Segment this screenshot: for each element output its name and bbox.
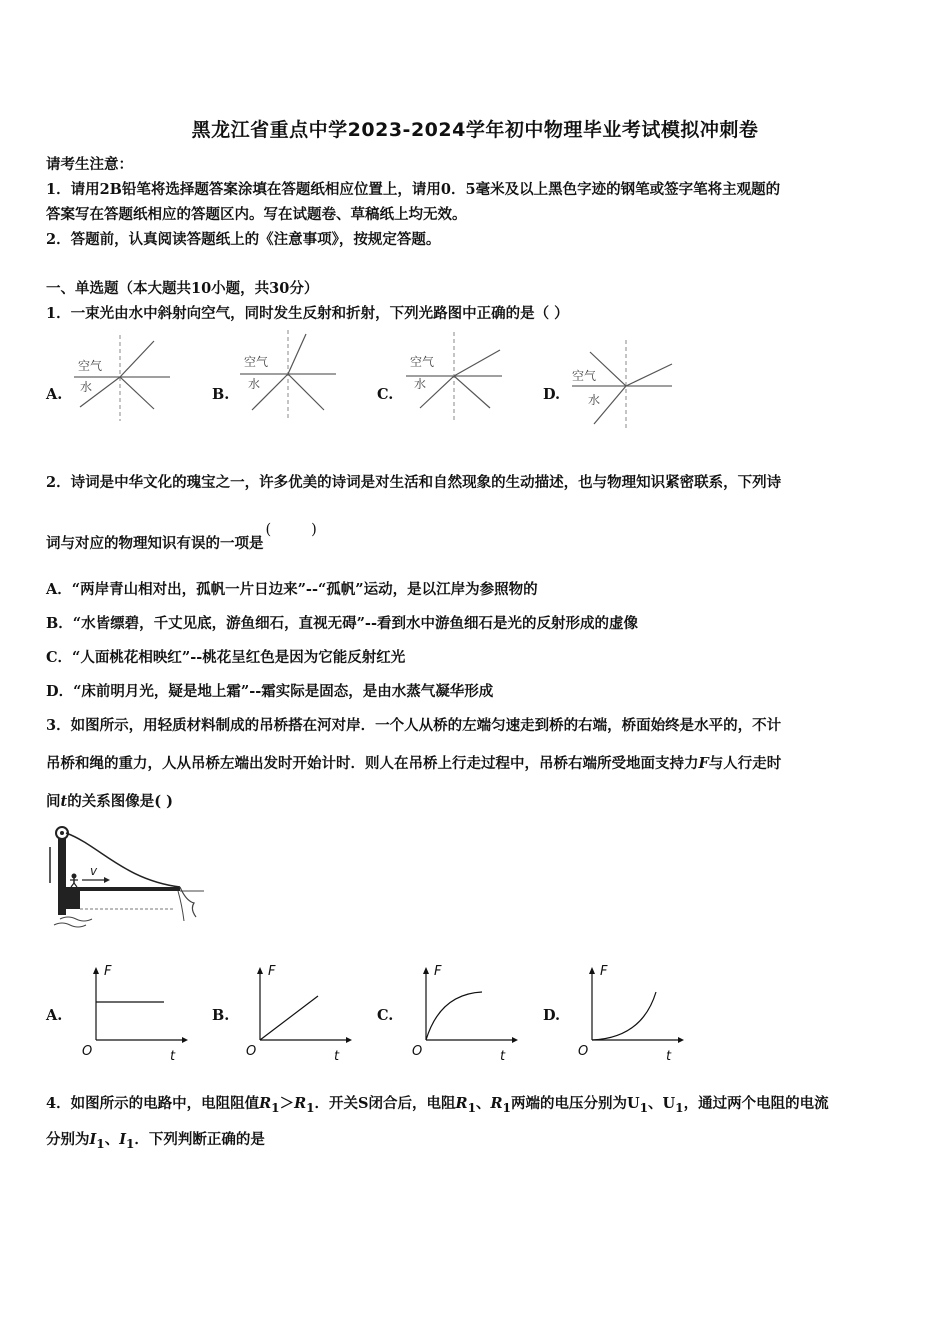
q4-line-2: [46, 1128, 265, 1151]
q2-option-d: D．“床前明月光，疑是地上霜”--霜实际是固态，是由水蒸气凝华形成: [46, 683, 494, 700]
answer-bracket-open: (: [265, 522, 272, 538]
subscript: 1: [675, 1100, 684, 1115]
section-heading: 一、单选题（本大题共10小题，共30分）: [46, 280, 319, 297]
q3-option-b-label: B.: [212, 1007, 230, 1024]
graph-curve: [260, 996, 318, 1040]
resistor-r: R: [455, 1095, 468, 1112]
subscript: 1: [306, 1100, 315, 1115]
graph-curve: [426, 992, 482, 1040]
q3-graph-d: [570, 958, 690, 1068]
q3-line-1: 3．如图所示，用轻质材料制成的吊桥搭在河对岸．一个人从桥的左端匀速走到桥的右端，桥面始终是水平的，不计: [46, 717, 782, 734]
q3-graph-a: [74, 958, 194, 1068]
answer-bracket-close: ): [311, 522, 317, 538]
air-label: 空气: [572, 369, 597, 383]
q2-option-b: B．“水皆缥碧，千丈见底，游鱼细石，直视无碍”--看到水中游鱼细石是光的反射形成的虚像: [46, 615, 638, 632]
reflected-ray: [454, 376, 490, 408]
q4-text-c: 两端的电压分别为U: [510, 1095, 640, 1112]
air-label: 空气: [244, 355, 269, 369]
q3-line-2: [46, 752, 781, 773]
axis-y-label: F: [104, 964, 112, 979]
axis-x-label: t: [500, 1049, 506, 1064]
drawbridge-figure: [44, 825, 209, 933]
subscript: 1: [467, 1100, 476, 1115]
origin-label: O: [82, 1044, 93, 1059]
q1-option-b-diagram: [240, 330, 340, 422]
air-label: 空气: [78, 359, 103, 373]
page-title: 黑龙江省重点中学2023-2024学年初中物理毕业考试模拟冲刺卷: [191, 119, 759, 141]
q3-line-3-text-a: 间: [46, 793, 61, 810]
rope: [66, 833, 180, 887]
q2-line-2-text: 词与对应的物理知识有误的一项是: [46, 535, 264, 552]
q4-line-1: 4．如图所示的电路中，电阻阻值$R_1>R_1$．开关S闭合后，电阻$R_1$、$R_1$两端的电压分别为$U_1$、$U_1$，通过两个电阻的电流: [46, 1095, 829, 1115]
subscript: 1: [502, 1100, 511, 1115]
q1-option-a-label: A.: [46, 386, 63, 403]
reflected-ray: [288, 374, 324, 410]
q2-option-c: C．“人面桃花相映红”--桃花呈红色是因为它能反射红光: [46, 649, 406, 666]
left-bank: [58, 891, 80, 909]
bridge-deck: [66, 887, 180, 891]
q1-option-a-diagram: [74, 335, 174, 425]
separator: 、: [475, 1095, 491, 1112]
subscript: 1: [96, 1136, 105, 1151]
graph-curve: [592, 992, 656, 1040]
q3-line-3: [46, 790, 173, 811]
variable-F: F: [698, 755, 709, 772]
q2-option-a: A．“两岸青山相对出，孤帆一片日边来”--“孤帆”运动，是以江岸为参照物的: [46, 581, 538, 598]
q1-option-c-label: C.: [377, 386, 394, 403]
notice-heading: 请考生注意：: [46, 156, 133, 173]
subscript: 1: [639, 1100, 649, 1115]
q4-text-f: ．下列判断正确的是: [134, 1131, 265, 1148]
axis-x-label: t: [334, 1049, 340, 1064]
axis-y-label: F: [268, 964, 276, 979]
refracted-ray: [288, 334, 306, 374]
notice-line-3: 2．答题前，认真阅读答题纸上的《注意事项》，按规定答题。: [46, 231, 441, 248]
velocity-label: v: [90, 864, 98, 878]
q3-line-3-text-b: 的关系图像是( ): [67, 793, 173, 810]
axis-y-label: F: [600, 964, 608, 979]
air-label: 空气: [410, 355, 435, 369]
q1-option-b-label: B.: [212, 386, 230, 403]
greater-than: ＞: [279, 1095, 295, 1112]
q3-graph-c: [404, 958, 524, 1068]
variable-t: t: [60, 793, 68, 810]
q3-graph-b: [238, 958, 358, 1068]
resistor-r: R: [490, 1095, 503, 1112]
q3-option-c-label: C.: [377, 1007, 394, 1024]
refracted-ray: [454, 350, 500, 376]
water-label: 水: [248, 377, 261, 391]
q1-option-c-diagram: [406, 332, 506, 424]
water-label: 水: [414, 377, 427, 391]
q3-line-2-text-b: 与人行走时: [708, 755, 782, 772]
q2-line-2: [46, 522, 317, 553]
refracted-ray: [120, 341, 154, 377]
person-icon: [72, 874, 77, 879]
q3-line-2-text-a: 吊桥和绳的重力，人从吊桥左端出发时开始计时．则人在吊桥上行走过程中，吊桥右端所受地面支持力: [46, 755, 699, 772]
reflected-ray: [120, 377, 154, 409]
water-label: 水: [80, 380, 93, 394]
resistor-r: R: [259, 1095, 272, 1112]
notice-line-2: 答案写在答题纸相应的答题区内。写在试题卷、草稿纸上均无效。: [46, 206, 467, 223]
q3-option-a-label: A.: [46, 1007, 63, 1024]
refracted-ray: [626, 364, 672, 386]
resistor-r: R: [294, 1095, 307, 1112]
separator: 、: [104, 1131, 120, 1148]
subscript: 1: [271, 1100, 280, 1115]
origin-label: O: [246, 1044, 257, 1059]
q4-text-e: 分别为: [46, 1131, 90, 1148]
axis-x-label: t: [666, 1049, 672, 1064]
axis-y-label: F: [434, 964, 442, 979]
q4-text-b: ．开关S闭合后，电阻: [314, 1095, 456, 1112]
subscript: 1: [126, 1136, 135, 1151]
current-i: I: [89, 1131, 97, 1148]
axis-x-label: t: [170, 1049, 176, 1064]
q2-line-1: 2．诗词是中华文化的瑰宝之一，许多优美的诗词是对生活和自然现象的生动描述，也与物理知识紧密联系，下列诗: [46, 474, 782, 491]
current-i: I: [119, 1131, 126, 1148]
notice-line-1: 1．请用2B铅笔将选择题答案涂填在答题纸相应位置上，请用0．5毫米及以上黑色字迹的钢笔或签字笔将主观题的: [46, 181, 781, 198]
water-label: 水: [588, 393, 601, 407]
origin-label: O: [578, 1044, 589, 1059]
q1-option-d-diagram: [570, 340, 676, 432]
q1-stem: 1．一束光由水中斜射向空气，同时发生反射和折射，下列光路图中正确的是（ ）: [46, 305, 569, 322]
separator: 、: [648, 1095, 663, 1112]
q1-option-d-label: D.: [543, 386, 561, 403]
q3-option-d-label: D.: [543, 1007, 561, 1024]
origin-label: O: [412, 1044, 423, 1059]
q4-text-d: ，通过两个电阻的电流: [683, 1095, 829, 1112]
q4-text-a: 4．如图所示的电路中，电阻阻值: [46, 1095, 260, 1112]
